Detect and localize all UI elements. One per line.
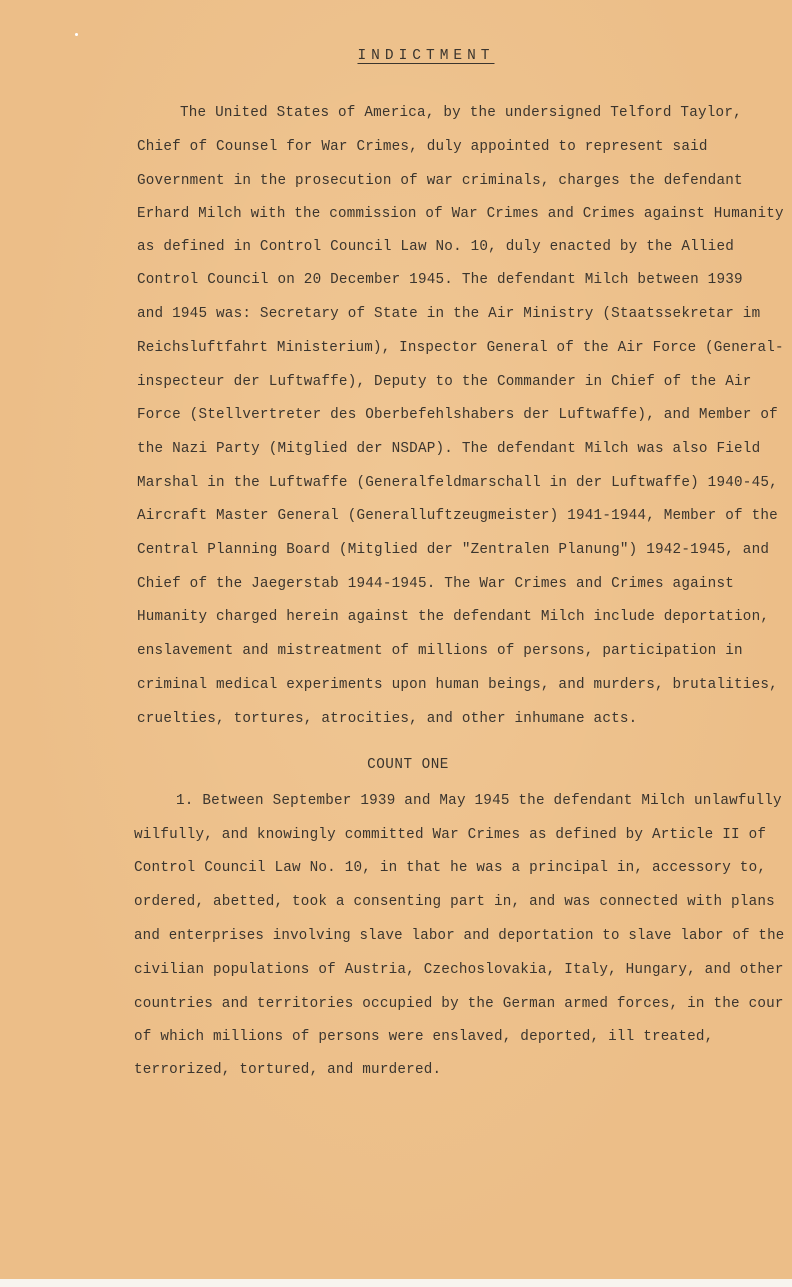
paragraph2-line: ordered, abetted, took a consenting part in, and was connected with plans [134, 894, 775, 910]
scan-edge-strip [0, 1279, 792, 1287]
paragraph1-line: The United States of America, by the undersigned Telford Taylor, [180, 105, 742, 121]
paragraph2-line: and enterprises involving slave labor and deportation to slave labor of the [134, 928, 785, 944]
paragraph1-line: Reichsluftfahrt Ministerium), Inspector General of the Air Force (General- [137, 340, 784, 356]
paragraph1-line: inspecteur der Luftwaffe), Deputy to the Commander in Chief of the Air [137, 374, 752, 390]
paragraph1-line: Government in the prosecution of war criminals, charges the defendant [137, 173, 743, 189]
paragraph2-line: of which millions of persons were enslaved, deported, ill treated, [134, 1029, 714, 1045]
paragraph1-line: Erhard Milch with the commission of War Crimes and Crimes against Humanity [137, 206, 784, 222]
paragraph1-line: cruelties, tortures, atrocities, and other inhumane acts. [137, 711, 638, 727]
document-title: INDICTMENT [357, 48, 495, 64]
paragraph2-line: countries and territories occupied by the German armed forces, in the cour [134, 996, 784, 1012]
paragraph1-line: as defined in Control Council Law No. 10, duly enacted by the Allied [137, 239, 735, 255]
paragraph2-line: terrorized, tortured, and murdered. [134, 1062, 442, 1078]
paragraph1-line: Chief of the Jaegerstab 1944-1945. The War Crimes and Crimes against [137, 576, 735, 592]
paragraph1-line: the Nazi Party (Mitglied der NSDAP). The defendant Milch was also Field [137, 441, 761, 457]
paragraph1-line: and 1945 was: Secretary of State in the Air Ministry (Staatssekretar im [137, 306, 761, 322]
paragraph1-line: enslavement and mistreatment of millions of persons, participation in [137, 643, 743, 659]
paragraph1-line: Marshal in the Luftwaffe (Generalfeldmarschall in der Luftwaffe) 1940-45, [137, 475, 778, 491]
paragraph1-line: Force (Stellvertreter des Oberbefehlshabers der Luftwaffe), and Member of [137, 407, 778, 423]
paper-speck [75, 33, 78, 36]
paragraph1-line: Chief of Counsel for War Crimes, duly appointed to represent said [137, 139, 708, 155]
count-heading: COUNT ONE [367, 757, 449, 773]
paragraph1-line: Aircraft Master General (Generalluftzeugmeister) 1941-1944, Member of the [137, 508, 778, 524]
paragraph2-line: 1. Between September 1939 and May 1945 the defendant Milch unlawfully [176, 793, 782, 809]
paragraph1-line: Humanity charged herein against the defendant Milch include deportation, [137, 609, 770, 625]
paragraph1-line: Central Planning Board (Mitglied der "Zentralen Planung") 1942-1945, and [137, 542, 770, 558]
paragraph2-line: wilfully, and knowingly committed War Crimes as defined by Article II of [134, 827, 767, 843]
paragraph1-line: Control Council on 20 December 1945. The defendant Milch between 1939 [137, 272, 743, 288]
paragraph1-line: criminal medical experiments upon human beings, and murders, brutalities, [137, 677, 778, 693]
paragraph2-line: Control Council Law No. 10, in that he was a principal in, accessory to, [134, 860, 767, 876]
paragraph2-line: civilian populations of Austria, Czechoslovakia, Italy, Hungary, and other [134, 962, 784, 978]
